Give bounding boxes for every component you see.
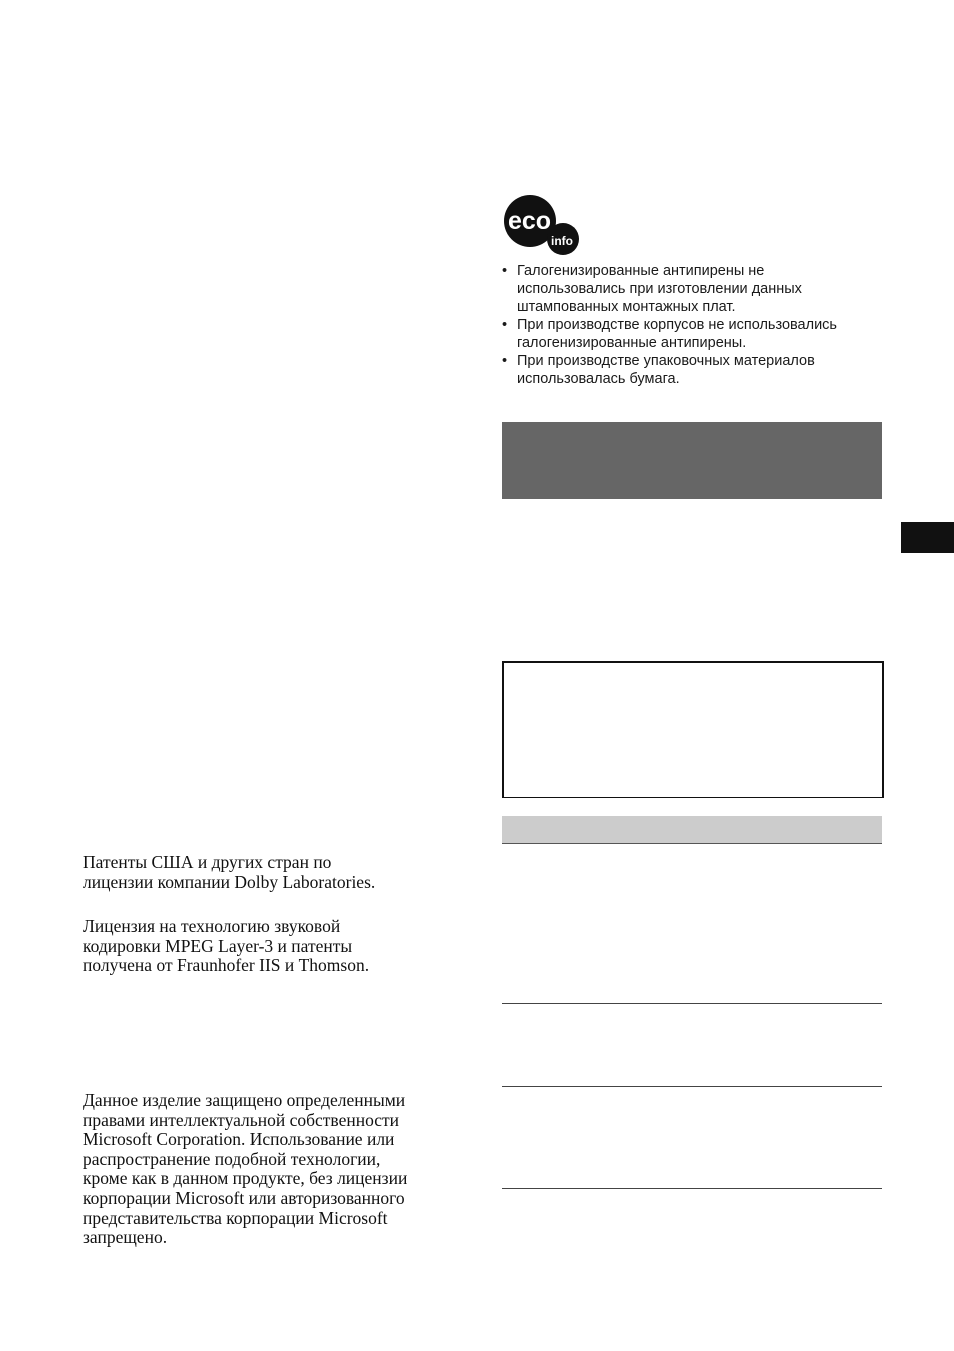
bullet-mark: • [502,317,508,333]
notice-line: кроме как в данном продукте, без лицензии [83,1168,408,1189]
note-box [502,661,884,798]
microsoft-ip-notice [83,1091,463,1248]
eco-info-list [502,262,892,388]
notice-line: представительства корпорации Microsoft [83,1207,388,1228]
eco-logo-text: eco [508,207,552,235]
notice-line: кодировки MPEG Layer-3 и патенты [83,935,353,956]
eco-info-icon [502,192,582,258]
eco-info-line: использовалась бумага. [517,371,680,387]
notice-line: Данное изделие защищено определенными [83,1090,406,1110]
notice-line: корпорации Microsoft или авторизованного [83,1187,405,1208]
notice-line: лицензии компании Dolby Laboratories. [83,871,376,892]
eco-logo-info-text: info [551,234,573,248]
eco-info-line: Галогенизированные антипирены не [517,263,765,279]
eco-info-line: При производстве упаковочных материалов [517,353,815,369]
notice-line: получена от Fraunhofer IIS и Thomson. [83,955,370,976]
eco-info-line: При производстве корпусов не использовались [517,317,837,333]
dolby-license-notice [83,853,463,892]
notice-line: Microsoft Corporation. Использование или [83,1129,395,1150]
bullet-mark: • [502,353,508,369]
notice-line: Патенты США и других стран по [83,852,332,872]
table-row-divider [502,1188,882,1189]
table-row-divider [502,1003,882,1004]
eco-info-line: штампованных монтажных плат. [517,299,736,315]
table-row-divider [502,1086,882,1087]
eco-info-item [502,316,892,352]
notice-line: запрещено. [83,1227,168,1248]
eco-info-line: галогенизированные антипирены. [517,335,747,351]
table-header-bar [502,816,882,844]
section-heading-bar [502,422,882,499]
notice-line: распространение подобной технологии, [83,1148,381,1169]
eco-info-line: использовались при изготовлении данных [517,281,802,297]
bullet-mark: • [502,263,508,279]
notice-line: правами интеллектуальной собственности [83,1109,400,1130]
language-tab [901,522,954,553]
notice-line: Лицензия на технологию звуковой [83,916,341,936]
eco-info-item [502,352,892,388]
mp3-license-notice [83,917,463,976]
eco-info-item [502,262,892,316]
